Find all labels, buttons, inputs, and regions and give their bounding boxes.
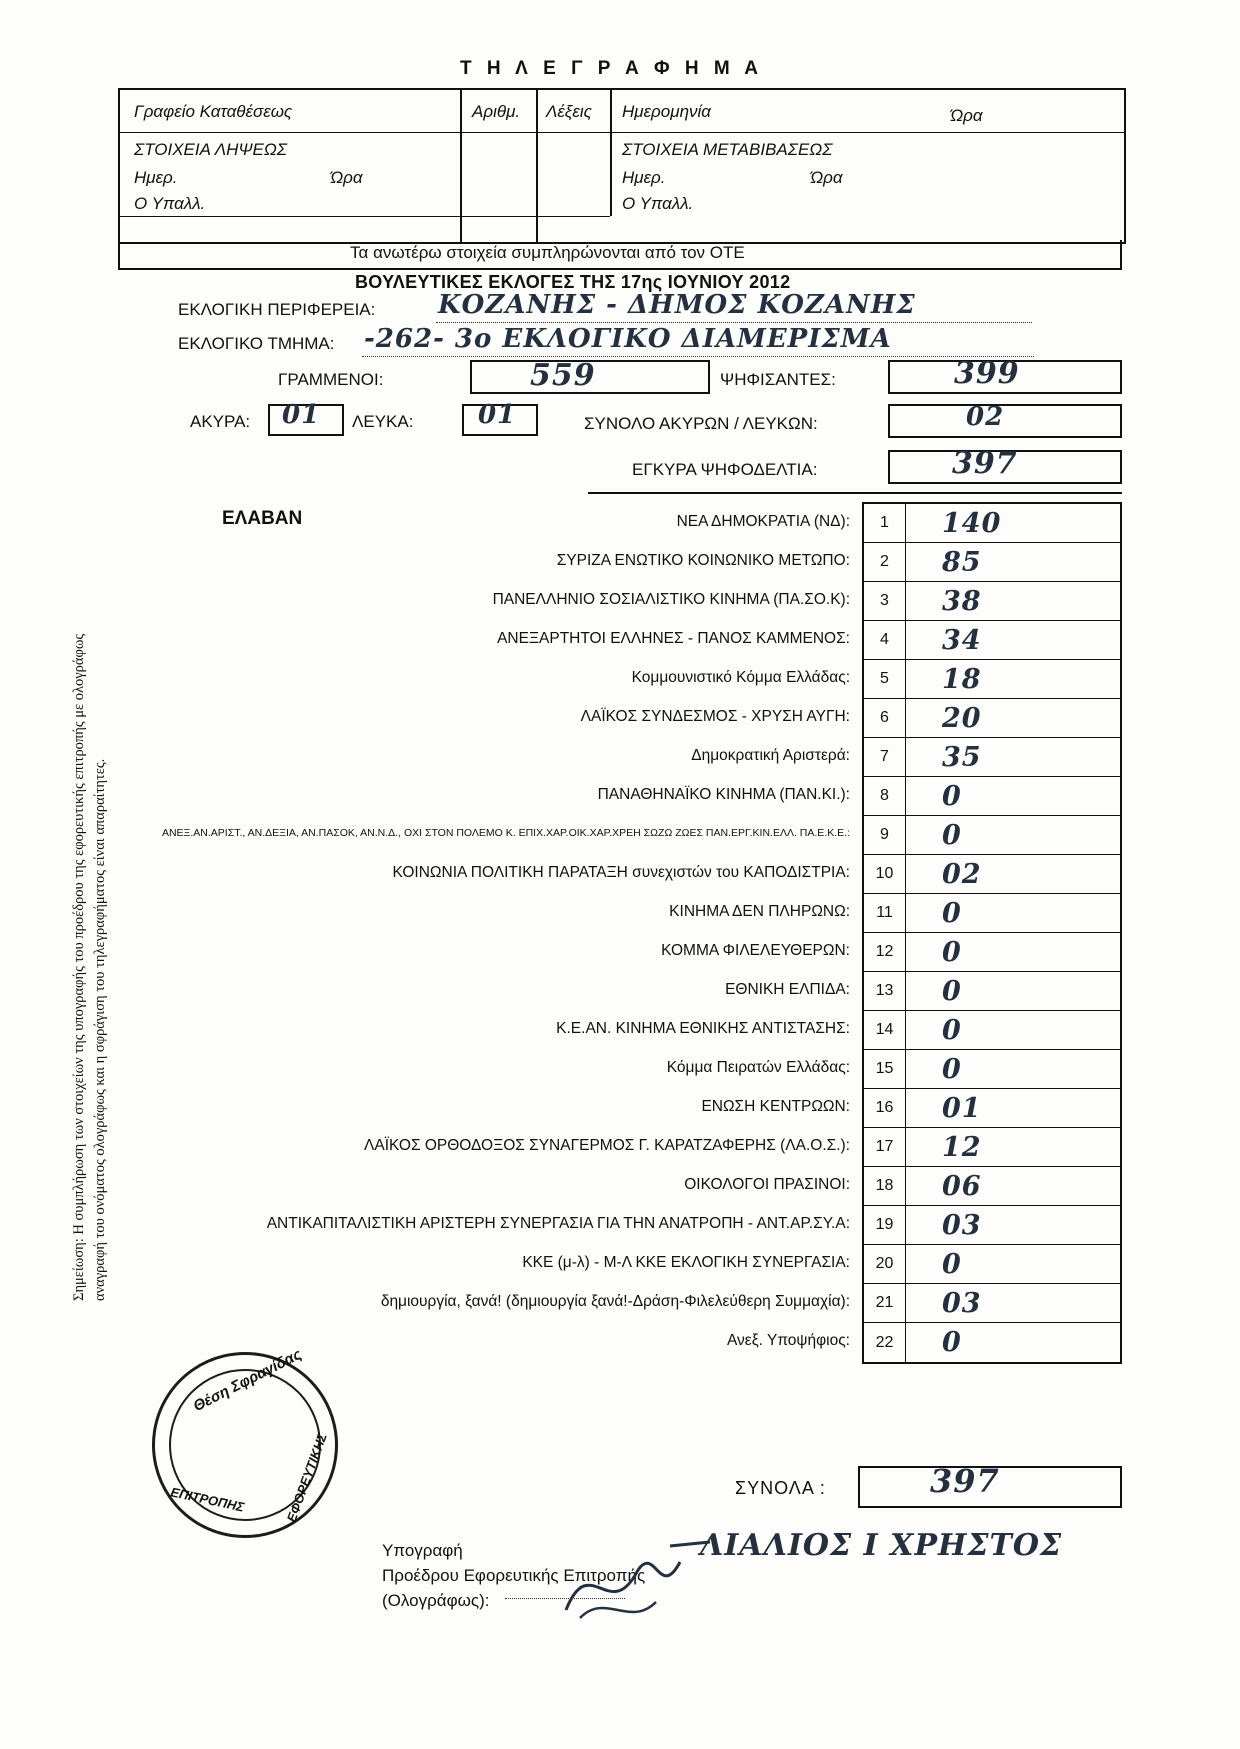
table-row	[864, 1128, 1120, 1167]
totals-label: ΣΥΝΟΛΑ :	[735, 1478, 826, 1498]
words-label: Λέξεις	[546, 102, 592, 121]
row-votes: 140	[942, 507, 1002, 539]
signature-line-3: (Ολογράφως):	[382, 1591, 490, 1610]
table-row	[864, 972, 1120, 1011]
district-label: ΕΚΛΟΓΙΚΗ ΠΕΡΙΦΕΡΕΙΑ:	[178, 300, 376, 319]
party-name: ΛΑΪΚΟΣ ΣΥΝΔΕΣΜΟΣ - ΧΡΥΣΗ ΑΥΓΗ:	[580, 708, 850, 725]
row-votes: 03	[942, 1287, 982, 1319]
row-number: 17	[864, 1128, 906, 1166]
row-votes: 0	[942, 1014, 962, 1046]
table-row	[864, 504, 1120, 543]
registered-label: ΓΡΑΜΜΕΝΟΙ:	[278, 370, 384, 389]
committee-stamp	[152, 1345, 338, 1538]
voted-value: 399	[954, 356, 1020, 391]
receipt-title: ΣΤΟΙΧΕΙΑ ΛΗΨΕΩΣ	[134, 140, 287, 159]
blank-value: 01	[478, 400, 517, 430]
party-name: Δημοκρατική Αριστερά:	[691, 747, 850, 764]
row-votes: 02	[942, 858, 982, 890]
registered-value: 559	[530, 358, 596, 393]
invalid-value: 01	[282, 400, 321, 430]
table-row	[864, 777, 1120, 816]
date-label: Ημερομηνία	[622, 102, 711, 121]
district-underline	[436, 322, 1032, 323]
party-name: ΕΘΝΙΚΗ ΕΛΠΙΔΑ:	[725, 981, 850, 998]
section-value: -262- 3ο ΕΚΛΟΓΙΚΟ ΔΙΑΜΕΡΙΣΜΑ	[364, 324, 892, 354]
row-votes: 0	[942, 819, 962, 851]
row-votes: 85	[942, 546, 982, 578]
table-row	[864, 855, 1120, 894]
row-number: 10	[864, 855, 906, 893]
number-label: Αριθμ.	[472, 102, 521, 121]
table-row	[864, 738, 1120, 777]
row-votes: 0	[942, 1053, 962, 1085]
table-row	[864, 816, 1120, 855]
table-row	[864, 1206, 1120, 1245]
row-votes: 18	[942, 663, 982, 695]
party-name: ΑΝΤΙΚΑΠΙΤΑΛΙΣΤΙΚΗ ΑΡΙΣΤΕΡΗ ΣΥΝΕΡΓΑΣΙΑ ΓΙΑ ΤΗΝ ΑΝΑΤΡΟΠΗ - ΑΝΤ.ΑΡ.ΣΥ.Α:	[266, 1215, 850, 1232]
signature-name: ΛΙΑΛΙΟΣ Ι ΧΡΗΣΤΟΣ	[700, 1528, 1063, 1563]
row-number: 4	[864, 621, 906, 659]
table-row	[864, 1011, 1120, 1050]
divider-1	[460, 90, 462, 242]
receipt-hour-label: Ώρα	[330, 168, 363, 187]
side-note-text: Σημείωση: Η συμπλήρωση των στοιχείων της υπογραφής του προέδρου της εφορευτικής επιτροπής με ολογράφως αναγραφή του ονόματος ολογράφως και η σφράγιση του τηλεγραφήματος είναι απαραίτητες.	[71, 633, 108, 1301]
hour-label: Ώρα	[950, 106, 983, 125]
invalid-blank-total-label: ΣΥΝΟΛΟ ΑΚΥΡΩΝ / ΛΕΥΚΩΝ:	[584, 414, 818, 433]
row-votes: 0	[942, 1327, 962, 1358]
table-row	[864, 933, 1120, 972]
row-number: 15	[864, 1050, 906, 1088]
row-number: 2	[864, 543, 906, 581]
row-number: 13	[864, 972, 906, 1010]
blank-label: ΛΕΥΚΑ:	[352, 412, 414, 431]
row-votes: 0	[942, 936, 962, 968]
row-number: 16	[864, 1089, 906, 1127]
telegram-box	[118, 88, 1126, 244]
row-votes: 20	[942, 702, 982, 734]
table-row	[864, 660, 1120, 699]
party-name: ΚΟΜΜΑ ΦΙΛΕΛΕΥΘΕΡΩΝ:	[661, 942, 850, 959]
party-name: δημιουργία, ξανά! (δημιουργία ξανά!-Δράση-Φιλελεύθερη Συμμαχία):	[380, 1293, 850, 1310]
receipt-day-label: Ημερ.	[134, 168, 178, 187]
totals-value: 397	[930, 1462, 1000, 1500]
row-number: 11	[864, 894, 906, 932]
table-row	[864, 1050, 1120, 1089]
party-name: ΚΟΙΝΩΝΙΑ ΠΟΛΙΤΙΚΗ ΠΑΡΑΤΑΞΗ συνεχιστών του ΚΑΠΟΔΙΣΤΡΙΑ:	[392, 864, 850, 881]
invalid-label: ΑΚΥΡΑ:	[190, 412, 251, 431]
divider-2	[536, 90, 538, 242]
transfer-day-label: Ημερ.	[622, 168, 666, 187]
row-number: 12	[864, 933, 906, 971]
row-line-left-2	[120, 216, 610, 217]
row-votes: 0	[942, 780, 962, 812]
telegram-title: Τ Η Λ Ε Γ Ρ Α Φ Η Μ Α	[460, 58, 764, 79]
row-votes: 06	[942, 1170, 982, 1202]
party-name: ΟΙΚΟΛΟΓΟΙ ΠΡΑΣΙΝΟΙ:	[684, 1176, 850, 1193]
telegram-footer-text: Τα ανωτέρω στοιχεία συμπληρώνονται από τον ΟΤΕ	[350, 243, 745, 262]
table-row	[864, 1323, 1120, 1362]
row-votes: 03	[942, 1209, 982, 1241]
stamp-line-1: Θέση Σφραγίδας	[190, 1345, 305, 1416]
row-line-left	[120, 132, 610, 133]
row-votes: 34	[942, 624, 982, 656]
party-name: ΚΙΝΗΜΑ ΔΕΝ ΠΛΗΡΩΝΩ:	[669, 903, 850, 920]
party-name: Κομμουνιστικό Κόμμα Ελλάδας:	[631, 669, 850, 686]
invalid-blank-total-value: 02	[966, 402, 1005, 432]
row-number: 6	[864, 699, 906, 737]
section-underline	[362, 356, 1034, 357]
party-name: Ανεξ. Υποψήφιος:	[727, 1332, 850, 1349]
party-name: ΣΥΡΙΖΑ ΕΝΩΤΙΚΟ ΚΟΙΝΩΝΙΚΟ ΜΕΤΩΠΟ:	[556, 552, 850, 569]
table-row	[864, 699, 1120, 738]
row-votes: 35	[942, 741, 982, 773]
signature-line-2: Προέδρου Εφορευτικής Επιτροπής	[382, 1566, 646, 1585]
valid-value: 397	[952, 446, 1018, 481]
row-number: 8	[864, 777, 906, 815]
stamp-line-3: ΕΠΙΤΡΟΠΗΣ	[169, 1484, 246, 1515]
stamp-line-2: ΕΦΟΡΕΥΤΙΚΗΣ	[283, 1431, 330, 1524]
party-name: Κ.Ε.ΑΝ. ΚΙΝΗΜΑ ΕΘΝΙΚΗΣ ΑΝΤΙΣΤΑΣΗΣ:	[556, 1020, 850, 1037]
telegram-footer	[118, 240, 1122, 270]
row-votes: 38	[942, 585, 982, 617]
row-votes: 01	[942, 1092, 982, 1124]
signature-line-1: Υπογραφή	[382, 1541, 463, 1560]
row-votes: 12	[942, 1131, 982, 1163]
district-value: ΚΟΖΑΝΗΣ - ΔΗΜΟΣ ΚΟΖΑΝΗΣ	[438, 290, 916, 320]
table-row	[864, 1089, 1120, 1128]
row-number: 20	[864, 1245, 906, 1283]
valid-label: ΕΓΚΥΡΑ ΨΗΦΟΔΕΛΤΙΑ:	[632, 460, 818, 479]
table-row	[864, 543, 1120, 582]
row-number: 7	[864, 738, 906, 776]
party-name: ΚΚΕ (μ-λ) - Μ-Λ ΚΚΕ ΕΚΛΟΓΙΚΗ ΣΥΝΕΡΓΑΣΙΑ:	[522, 1254, 850, 1271]
table-row	[864, 1284, 1120, 1323]
party-name: ΕΝΩΣΗ ΚΕΝΤΡΩΩΝ:	[701, 1098, 850, 1115]
table-row	[864, 582, 1120, 621]
row-number: 1	[864, 504, 906, 542]
party-name: ΝΕΑ ΔΗΜΟΚΡΑΤΙΑ (ΝΔ):	[676, 513, 850, 530]
transfer-hour-label: Ώρα	[810, 168, 843, 187]
results-separator	[588, 492, 1122, 494]
row-number: 3	[864, 582, 906, 620]
row-line-right	[610, 132, 1124, 133]
row-number: 19	[864, 1206, 906, 1244]
signature-scribble-icon	[560, 1540, 750, 1630]
office-label: Γραφείο Καταθέσεως	[134, 102, 293, 121]
elections-title: ΒΟΥΛΕΥΤΙΚΕΣ ΕΚΛΟΓΕΣ ΤΗΣ 17ης ΙΟΥΝΙΟΥ 2012	[355, 272, 791, 292]
party-name: ΠΑΝΑΘΗΝΑΪΚΟ ΚΙΝΗΜΑ (ΠΑΝ.ΚΙ.):	[597, 786, 850, 803]
voted-label: ΨΗΦΙΣΑΝΤΕΣ:	[720, 370, 836, 389]
party-name: ΠΑΝΕΛΛΗΝΙΟ ΣΟΣΙΑΛΙΣΤΙΚΟ ΚΙΝΗΜΑ (ΠΑ.ΣΟ.Κ):	[492, 591, 850, 608]
section-label: ΕΚΛΟΓΙΚΟ ΤΜΗΜΑ:	[178, 334, 335, 353]
party-name: ΛΑΪΚΟΣ ΟΡΘΟΔΟΞΟΣ ΣΥΝΑΓΕΡΜΟΣ Γ. ΚΑΡΑΤΖΑΦΕΡΗΣ (ΛΑ.Ο.Σ.):	[364, 1137, 850, 1154]
row-votes: 0	[942, 897, 962, 929]
receipt-clerk-label: Ο Υπαλλ.	[134, 194, 206, 213]
row-number: 9	[864, 816, 906, 854]
party-name: Κόμμα Πειρατών Ελλάδας:	[666, 1059, 850, 1076]
row-number: 21	[864, 1284, 906, 1322]
row-number: 22	[864, 1323, 906, 1362]
row-votes: 0	[942, 1248, 962, 1280]
row-votes: 0	[942, 975, 962, 1007]
results-table	[862, 502, 1122, 1364]
transfer-title: ΣΤΟΙΧΕΙΑ ΜΕΤΑΒΙΒΑΣΕΩΣ	[622, 140, 833, 159]
side-note	[69, 601, 111, 1301]
table-row	[864, 894, 1120, 933]
row-number: 14	[864, 1011, 906, 1049]
party-name: ΑΝΕΞ.ΑΝ.ΑΡΙΣΤ., ΑΝ.ΔΕΞΙΑ, ΑΝ.ΠΑΣΟΚ, ΑΝ.Ν.Δ., ΟΧΙ ΣΤΟΝ ΠΟΛΕΜΟ Κ. ΕΠΙΧ.ΧΑΡ.ΟΙΚ.ΧΑΡ.ΧΡΕΗ ΣΩΖΩ ΖΩΕΣ ΠΑΝ.ΕΡΓ.ΚΙΝ.ΕΛΛ. ΠΑ.Ε.Κ.Ε.:	[161, 827, 850, 839]
party-name: ΑΝΕΞΑΡΤΗΤΟΙ ΕΛΛΗΝΕΣ - ΠΑΝΟΣ ΚΑΜΜΕΝΟΣ:	[497, 630, 850, 647]
received-label: ΕΛΑΒΑΝ	[222, 508, 303, 529]
divider-3	[610, 90, 612, 216]
table-row	[864, 621, 1120, 660]
transfer-clerk-label: Ο Υπαλλ.	[622, 194, 694, 213]
invalid-blank-total-box	[888, 404, 1122, 438]
table-row	[864, 1167, 1120, 1206]
table-row	[864, 1245, 1120, 1284]
row-number: 18	[864, 1167, 906, 1205]
row-number: 5	[864, 660, 906, 698]
